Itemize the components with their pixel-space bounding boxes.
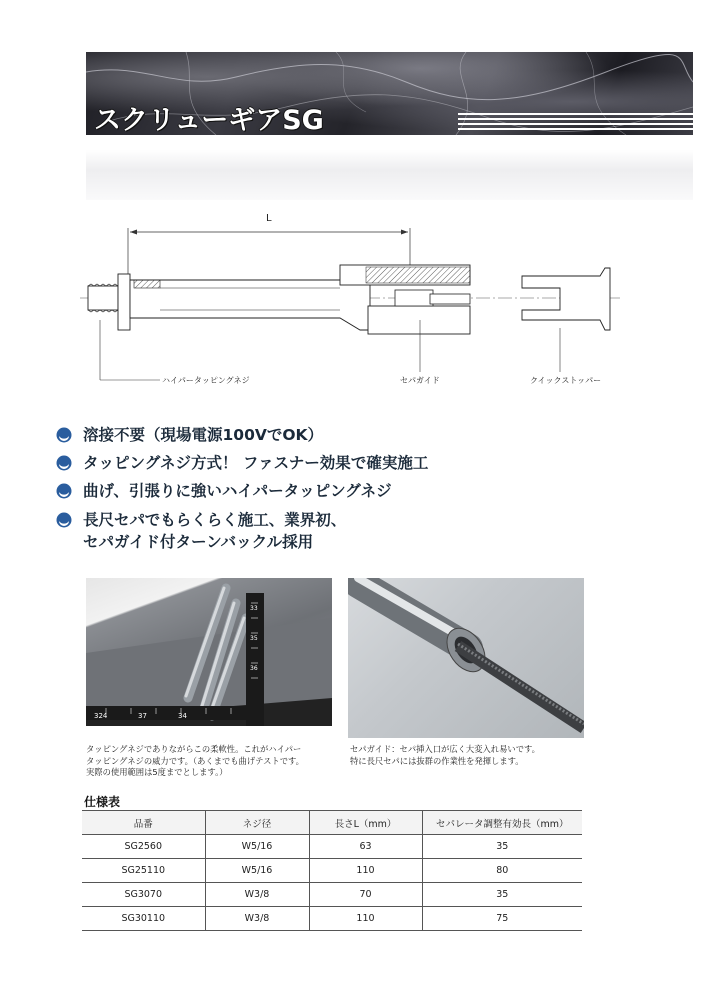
table-row — [82, 835, 582, 859]
bending-test-illustration — [86, 578, 332, 726]
ruler-mark: 35 — [250, 635, 258, 642]
table-cell: SG3070 — [82, 883, 205, 907]
caption-line: タッピングネジでありながらこの柔軟性。これがハイパー — [86, 744, 302, 754]
table-cell: 110 — [309, 907, 422, 931]
speed-lines — [458, 114, 693, 129]
table-cell: W3/8 — [205, 907, 309, 931]
table-cell: W5/16 — [205, 835, 309, 859]
table-cell: SG30110 — [82, 907, 205, 931]
column-header: セパレータ調整有効長（mm） — [422, 811, 582, 835]
label-stopper: クイックストッパー — [530, 376, 602, 385]
page-title: スクリューギアSG — [94, 105, 324, 135]
feature-text: 曲げ、引張りに強いハイパータッピングネジ — [83, 482, 392, 500]
caption-line: 実際の使用範囲は5度までとします。） — [86, 767, 228, 777]
diagram-drawing — [60, 210, 640, 400]
ghost-band — [86, 150, 693, 200]
ruler-mark: 33 — [250, 605, 258, 612]
swirl-bullet-icon — [56, 427, 72, 443]
ruler-mark: 34 — [178, 712, 187, 720]
column-header: ネジ径 — [205, 811, 309, 835]
swirl-bullet-icon — [56, 455, 72, 471]
swirl-bullet-icon — [56, 512, 72, 528]
table-row — [82, 907, 582, 931]
swirl-bullet-icon — [56, 483, 72, 499]
dimension-label: L — [266, 213, 272, 224]
table-cell: 70 — [309, 883, 422, 907]
table-cell: 35 — [422, 835, 582, 859]
spec-title: 仕様表 — [84, 795, 121, 809]
feature-text: 溶接不要（現場電源100VでOK） — [83, 426, 324, 444]
table-cell: 35 — [422, 883, 582, 907]
table-row — [82, 859, 582, 883]
photo-sepa-guide — [348, 578, 584, 738]
caption-line: セパガイド：セパ挿入口が広く大変入れ易いです。 — [350, 744, 540, 754]
technical-diagram — [60, 210, 640, 400]
ruler-mark: 324 — [94, 712, 108, 720]
table-cell: SG25110 — [82, 859, 205, 883]
table-cell: 75 — [422, 907, 582, 931]
table-cell: 80 — [422, 859, 582, 883]
ruler-mark: 37 — [138, 712, 147, 720]
column-header: 長さL（mm） — [309, 811, 422, 835]
column-header: 品番 — [82, 811, 205, 835]
feature-text: 長尺セパでもらくらく施工、業界初、 — [83, 511, 347, 529]
label-screw: ハイパータッピングネジ — [162, 376, 250, 385]
left-caption — [86, 744, 304, 779]
ruler-mark: 36 — [250, 665, 258, 672]
table-cell: W5/16 — [205, 859, 309, 883]
sepa-guide-illustration — [348, 578, 584, 738]
right-caption — [350, 744, 540, 767]
spec-table — [82, 810, 582, 931]
caption-line: 特に長尺セパには抜群の作業性を発揮します。 — [350, 755, 524, 766]
table-cell: W3/8 — [205, 883, 309, 907]
caption-line: タッピングネジの威力です。（あくまでも曲げテストです。 — [86, 755, 304, 766]
table-row — [82, 883, 582, 907]
table-cell: 110 — [309, 859, 422, 883]
feature-text-continued: セパガイド付ターンバックル採用 — [83, 533, 314, 551]
table-cell: 63 — [309, 835, 422, 859]
photo-bending-test — [86, 578, 332, 726]
table-header-row — [82, 811, 582, 835]
table-cell: SG2560 — [82, 835, 205, 859]
header-banner — [86, 52, 693, 135]
label-guide: セパガイド — [400, 376, 440, 385]
feature-text: タッピングネジ方式！ ファスナー効果で確実施工 — [83, 454, 429, 472]
